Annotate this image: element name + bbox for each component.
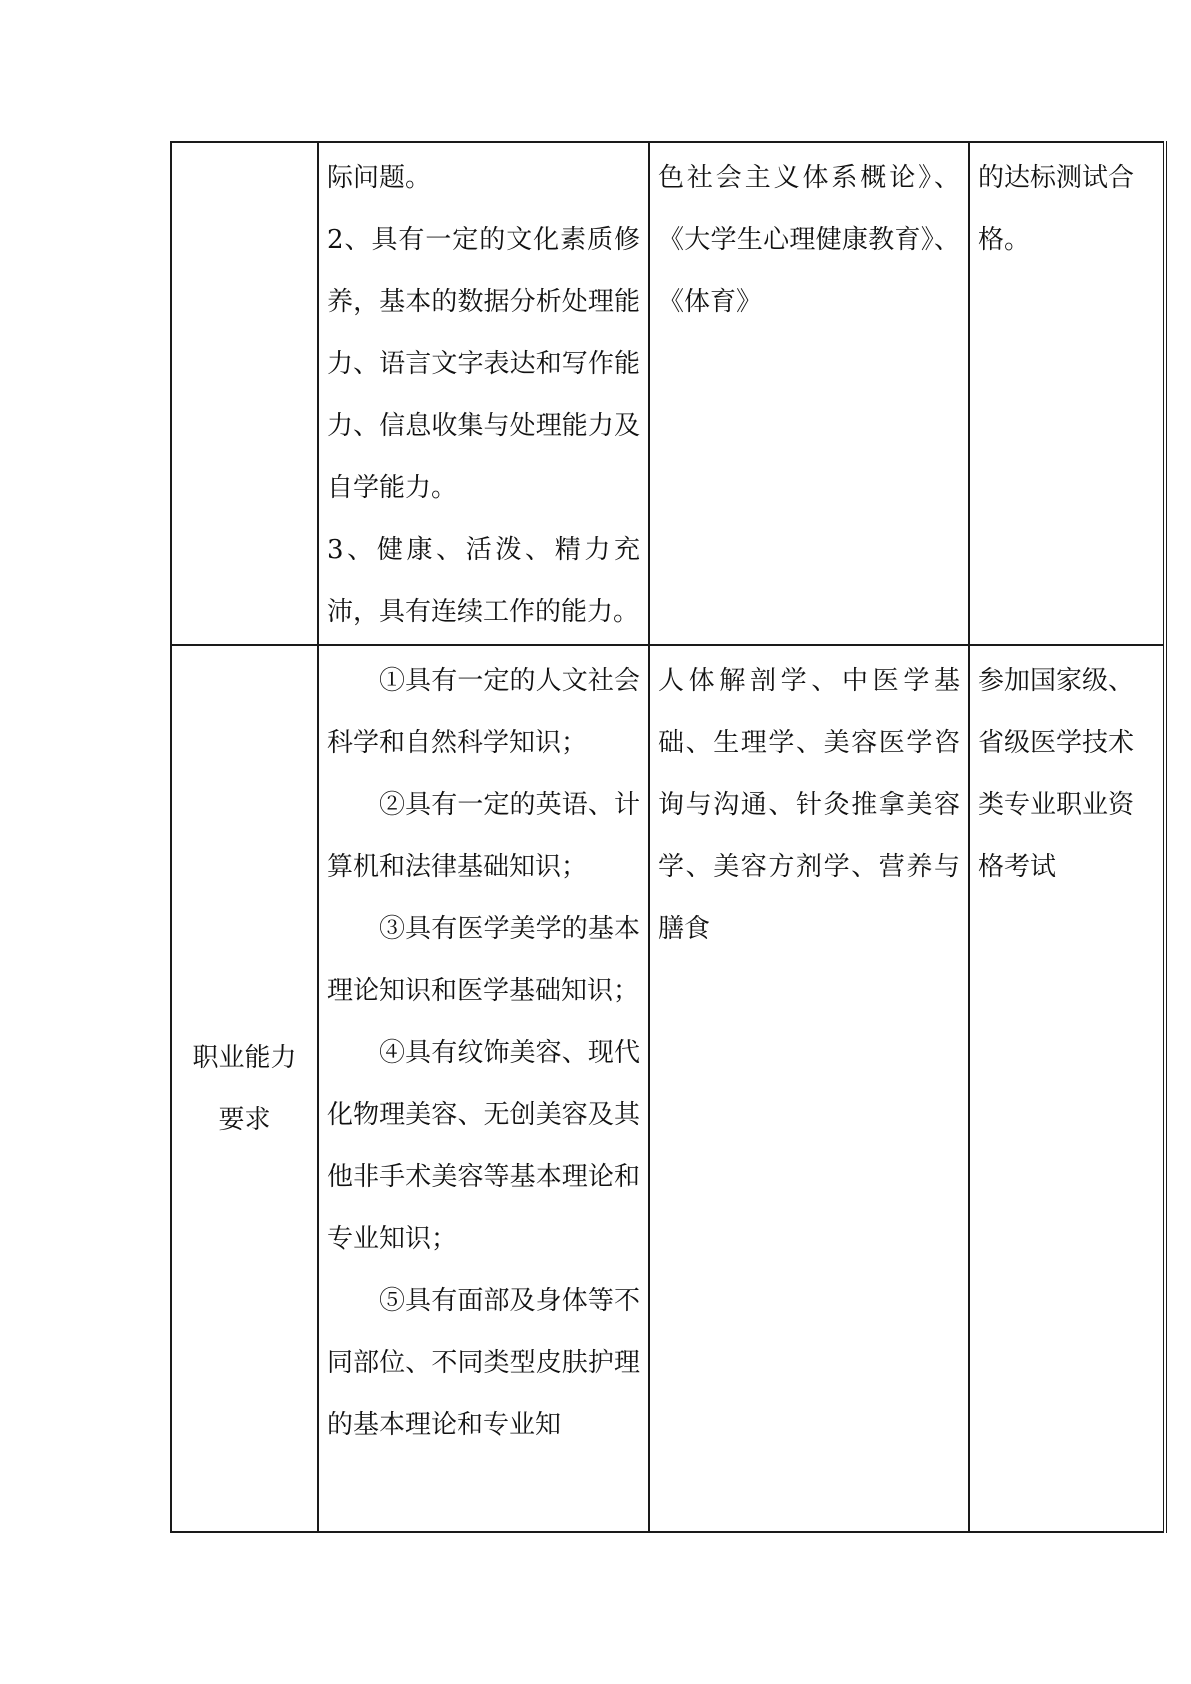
requirements-cell: [318, 645, 649, 1532]
requirement-paragraph: ①具有一定的人文社会科学和自然科学知识；: [327, 666, 640, 758]
courses-text: 色社会主义体系概论》、《大学生心理健康教育》、《体育》: [658, 163, 960, 317]
requirement-paragraph: 3、健康、活泼、精力充沛，具有连续工作的能力。: [327, 535, 640, 627]
category-cell: [171, 142, 318, 645]
requirement-paragraph: 际问题。: [327, 163, 432, 193]
assessment-text: 参加国家级、省级医学技术类专业职业资格考试: [978, 666, 1135, 882]
category-cell: 职业能力要求: [171, 645, 318, 1532]
assessment-text: 的达标测试合格。: [978, 163, 1135, 255]
assessment-cell: [969, 645, 1165, 1532]
curriculum-table: [170, 141, 1167, 1533]
table-row: [171, 645, 1165, 1532]
requirement-paragraph: ④具有纹饰美容、现代化物理美容、无创美容及其他非手术美容等基本理论和专业知识；: [327, 1038, 640, 1254]
requirement-paragraph: ⑤具有面部及身体等不同部位、不同类型皮肤护理的基本理论和专业知: [327, 1286, 640, 1440]
courses-cell: [649, 645, 969, 1532]
requirement-paragraph: ②具有一定的英语、计算机和法律基础知识；: [327, 790, 640, 882]
requirement-paragraph: ③具有医学美学的基本理论知识和医学基础知识；: [327, 914, 640, 1006]
courses-text: 人体解剖学、中医学基础、生理学、美容医学咨询与沟通、针灸推拿美容学、美容方剂学、营养与膳食: [658, 666, 960, 944]
table-row: [171, 142, 1165, 645]
requirement-paragraph: 2、具有一定的文化素质修养，基本的数据分析处理能力、语言文字表达和写作能力、信息收集与处理能力及自学能力。: [327, 225, 640, 503]
courses-cell: [649, 142, 969, 645]
requirements-cell: [318, 142, 649, 645]
assessment-cell: [969, 142, 1165, 645]
